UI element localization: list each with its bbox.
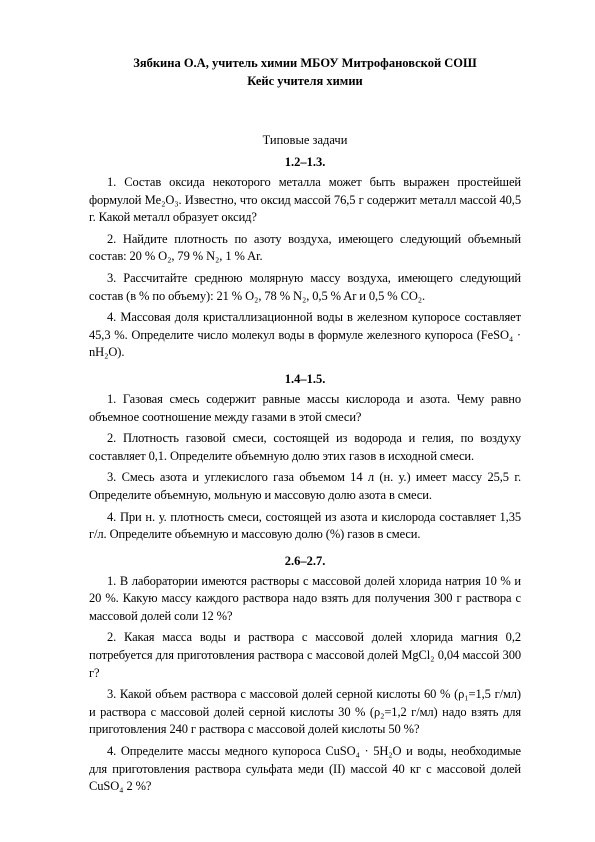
- task-item: 2. Найдите плотность по азоту воздуха, имеющего следующий объемный состав: 20 % O₂, 79 % N₂, 1 % Ar.: [89, 231, 521, 264]
- author-line: Зябкина О.А, учитель химии МБОУ Митрофановской СОШ: [133, 56, 477, 70]
- task-item: 1. Состав оксида некоторого металла может быть выражен простейшей формулой Me₂O₃. Известно, что оксид массой 76,5 г содержит металл массой 40,5 г. Какой металл образует оксид?: [89, 175, 521, 225]
- task-item: 3. Смесь азота и углекислого газа объемом 14 л (н. у.) имеет массу 25,5 г. Определите объемную, мольную и массовую долю азота в смеси.: [89, 470, 521, 502]
- task-item: 2. Какая масса воды и раствора с массовой долей хлорида магния 0,2 потребуется для приготовления раствора с массовой долей MgCl₂ 0,04 массой 300 г?: [89, 630, 521, 680]
- task-group-range: 1.2–1.3.: [284, 155, 326, 169]
- task-group-3: [89, 548, 521, 800]
- task-item: 3. Какой объем раствора с массовой долей серной кислоты 60 % (ρ₁=1,5 г/мл) и раствора с массовой долей серной кислоты 30 % (ρ₂=1,2 г/мл) надо взять для приготовления 240 г раствора с массовой долей кислоты 50 %?: [89, 687, 521, 737]
- document-title: Кейс учителя химии: [247, 74, 363, 88]
- task-group-range: 1.4–1.5.: [284, 371, 326, 386]
- task-item: 2. Плотность газовой смеси, состоящей из водорода и гелия, по воздуху составляет 0,1. Определите объемную долю этих газов в исходной смеси.: [89, 431, 521, 463]
- task-group-2: [89, 366, 521, 548]
- task-item: 4. При н. у. плотность смеси, состоящей из азота и кислорода составляет 1,35 г/л. Определите объемную и массовую долю (%) газов в смеси.: [89, 509, 521, 542]
- task-item: 1. Газовая смесь содержит равные массы кислорода и азота. Чему равно объемное соотношение между газами в этой смеси?: [89, 391, 521, 424]
- task-item: 3. Рассчитайте среднюю молярную массу воздуха, имеющего следующий состав (в % по объему): 21 % O₂, 78 % N₂, 0,5 % Ar и 0,5 % CO₂.: [89, 270, 521, 303]
- task-item: 4. Массовая доля кристаллизационной воды в железном купоросе составляет 45,3 %. Определите число молекул воды в формуле железного купороса (FeSO₄ · nH₂O).: [89, 310, 521, 360]
- document-body: [89, 54, 521, 800]
- task-group-1: [89, 149, 521, 366]
- section-title: Типовые задачи: [262, 133, 348, 147]
- task-group-range: 2.6–2.7.: [284, 553, 326, 568]
- task-item: 1. В лаборатории имеются растворы с массовой долей хлорида натрия 10 % и 20 %. Какую массу каждого раствора надо взять для получения 300 г раствора с массовой долей соли 12 %?: [89, 573, 521, 623]
- task-item: 4. Определите массы медного купороса CuSO₄ · 5H₂O и воды, необходимые для приготовления раствора сульфата меди (II) массой 40 кг с массовой долей CuSO₄ 2 %?: [89, 744, 521, 794]
